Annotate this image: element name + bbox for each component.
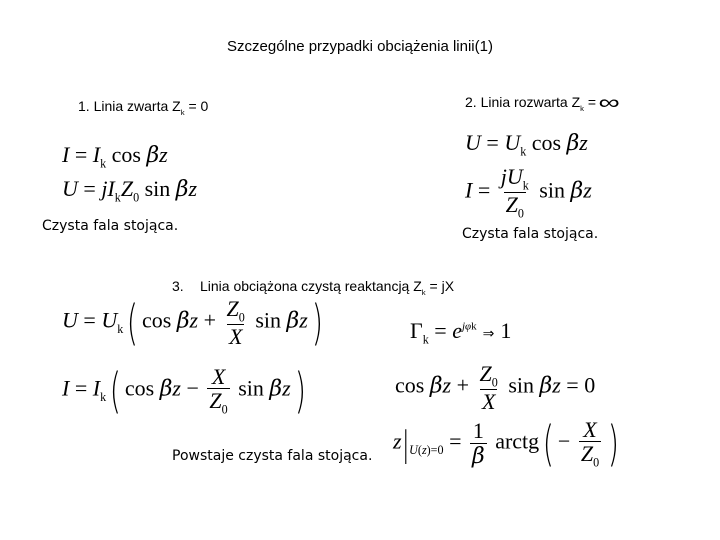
node-position-equation: z| $_{U(z)=0}$ = $\frac{1}{\beta}$ arctg( − $\frac{X}{Z_0}$ ) [393, 415, 620, 472]
case1-heading: 1. Linia zwarta $Z_k = 0$ [78, 98, 209, 117]
case1-voltage-equation: $U = jI_kZ_0$ sin βz [62, 176, 198, 205]
case3-note: Powstaje czysta fala stojąca. [172, 448, 373, 464]
case3-number: 3. [172, 278, 184, 294]
case2-heading: 2. Linia rozwarta $Z_k$ = ∞ [465, 92, 620, 114]
case1-note: Czysta fala stojąca. [42, 218, 179, 234]
case3-voltage-equation: $U = U_k$( cos βz + $\frac{Z_0}{X}$ sin βz) [62, 294, 323, 351]
case3-heading: Linia obciążona czystą reaktancją $Z_k$ = jX [200, 278, 455, 297]
infinity-icon: ∞ [598, 92, 620, 114]
reflection-coefficient-equation: $\Gamma_k$ = $e^{j\varphi k}\Rightarrow$ 1 [410, 318, 512, 347]
case3-current-equation: $I = I_k$( cos βz − $\frac{X}{Z_0}$ sin βz) [62, 362, 306, 419]
standing-wave-condition: cos βz + $\frac{Z_0}{X}$ sin βz = 0 [395, 361, 596, 415]
case2-voltage-equation: $U = U_k$ cos βz [465, 130, 588, 159]
case2-current-equation: I = $\frac{jU_k}{Z_0}$ sin βz [465, 164, 592, 221]
case2-note: Czysta fala stojąca. [462, 226, 599, 242]
case1-current-equation: $I = I_k$ cos βz [62, 142, 168, 171]
page-title: Szczególne przypadki obciążenia linii(1) [227, 38, 493, 55]
